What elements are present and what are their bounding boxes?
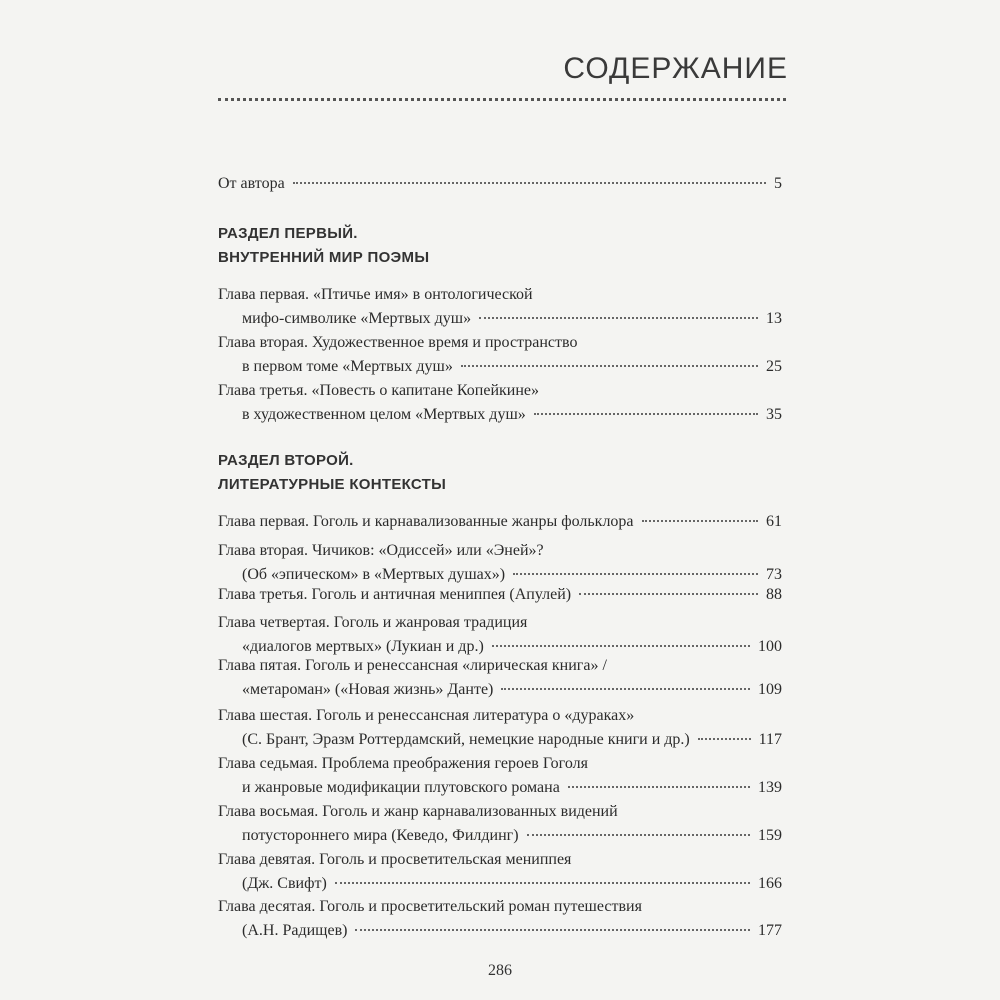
toc-entry-line2: в художественном целом «Мертвых душ» <box>242 406 526 423</box>
toc-entry <box>218 654 782 702</box>
section-heading-1 <box>218 222 429 270</box>
toc-entry <box>218 895 782 943</box>
toc-entry <box>218 800 782 848</box>
toc-entry-line1: Глава седьмая. Проблема преображения героев Гоголя <box>218 755 588 772</box>
toc-entry <box>218 510 782 534</box>
toc-entry-page: 35 <box>766 406 782 423</box>
page-title: СОДЕРЖАНИЕ <box>563 52 788 85</box>
toc-entry-line2: «метароман» («Новая жизнь» Данте) <box>242 681 494 698</box>
toc-entry-page: 159 <box>758 827 782 844</box>
toc-entry <box>218 704 782 752</box>
toc-entry-line2: мифо-символике «Мертвых душ» <box>242 310 472 327</box>
toc-entry-line2: в первом томе «Мертвых душ» <box>242 358 453 375</box>
toc-entry <box>218 848 782 896</box>
toc-entry-page: 73 <box>766 566 782 583</box>
title-divider <box>218 98 786 101</box>
toc-entry-line1: Глава вторая. Чичиков: «Одиссей» или «Эней»? <box>218 542 544 559</box>
dot-leader <box>568 786 750 788</box>
toc-entry-page: 61 <box>766 513 782 530</box>
toc-entry-line2: (Об «эпическом» в «Мертвых душах») <box>242 566 506 583</box>
toc-entry-line2: «диалогов мертвых» (Лукиан и др.) <box>242 638 484 655</box>
section-heading-line1: РАЗДЕЛ ВТОРОЙ. <box>218 452 354 469</box>
section-heading-line1: РАЗДЕЛ ПЕРВЫЙ. <box>218 225 358 242</box>
toc-entry-line2: (А.Н. Радищев) <box>242 922 348 939</box>
toc-entry <box>218 283 782 331</box>
toc-entry-page: 25 <box>766 358 782 375</box>
toc-entry-line2: потустороннего мира (Кеведо, Филдинг) <box>242 827 519 844</box>
page-number: 286 <box>488 962 512 979</box>
toc-entry-line1: Глава шестая. Гоголь и ренессансная литература о «дураках» <box>218 707 635 724</box>
toc-entry-line1: Глава третья. «Повесть о капитане Копейкине» <box>218 382 540 399</box>
toc-entry-line2: и жанровые модификации плутовского романа <box>242 779 560 796</box>
toc-entry-page: 5 <box>774 175 782 192</box>
toc-entry-line1: Глава первая. «Птичье имя» в онтологической <box>218 286 533 303</box>
toc-entry-line2: (Дж. Свифт) <box>242 875 327 892</box>
toc-entry-page: 109 <box>758 681 782 698</box>
dot-leader <box>501 688 750 690</box>
dot-leader <box>355 929 750 931</box>
toc-entry-preface <box>218 172 782 196</box>
section-heading-2 <box>218 449 446 497</box>
dot-leader <box>534 413 758 415</box>
toc-entry-page: 117 <box>758 731 782 748</box>
toc-entry-page: 139 <box>758 779 782 796</box>
toc-entry-title: Глава третья. Гоголь и античная мениппея (Апулей) <box>218 586 572 603</box>
dot-leader <box>698 738 751 740</box>
toc-entry-line1: Глава четвертая. Гоголь и жанровая традиция <box>218 614 528 631</box>
toc-entry-title: Глава первая. Гоголь и карнавализованные жанры фольклора <box>218 513 634 530</box>
toc-entry <box>218 752 782 800</box>
toc-entry-line1: Глава восьмая. Гоголь и жанр карнавализованных видений <box>218 803 618 820</box>
toc-entry-line1: Глава десятая. Гоголь и просветительский роман путешествия <box>218 898 642 915</box>
toc-entry <box>218 611 782 659</box>
toc-entry-line1: Глава вторая. Художественное время и пространство <box>218 334 578 351</box>
dot-leader <box>293 182 766 184</box>
toc-entry-title: От автора <box>218 175 285 192</box>
dot-leader <box>642 520 758 522</box>
toc-entry-page: 13 <box>766 310 782 327</box>
dot-leader <box>579 593 758 595</box>
dot-leader <box>513 573 758 575</box>
section-heading-line2: ЛИТЕРАТУРНЫЕ КОНТЕКСТЫ <box>218 476 447 493</box>
toc-entry-page: 177 <box>758 922 782 939</box>
dot-leader <box>335 882 750 884</box>
toc-entry-page: 166 <box>758 875 782 892</box>
toc-entry <box>218 379 782 427</box>
toc-entry <box>218 539 782 587</box>
toc-entry-line1: Глава девятая. Гоголь и просветительская мениппея <box>218 851 572 868</box>
toc-entry-page: 100 <box>758 638 782 655</box>
toc-entry <box>218 583 782 607</box>
dot-leader <box>492 645 750 647</box>
dot-leader <box>461 365 758 367</box>
toc-entry-line1: Глава пятая. Гоголь и ренессансная «лирическая книга» / <box>218 657 607 674</box>
toc-entry <box>218 331 782 379</box>
section-heading-line2: ВНУТРЕННИЙ МИР ПОЭМЫ <box>218 249 430 266</box>
toc-entry-page: 88 <box>766 586 782 603</box>
dot-leader <box>527 834 750 836</box>
dot-leader <box>479 317 758 319</box>
toc-entry-line2: (С. Брант, Эразм Роттердамский, немецкие народные книги и др.) <box>242 731 690 748</box>
